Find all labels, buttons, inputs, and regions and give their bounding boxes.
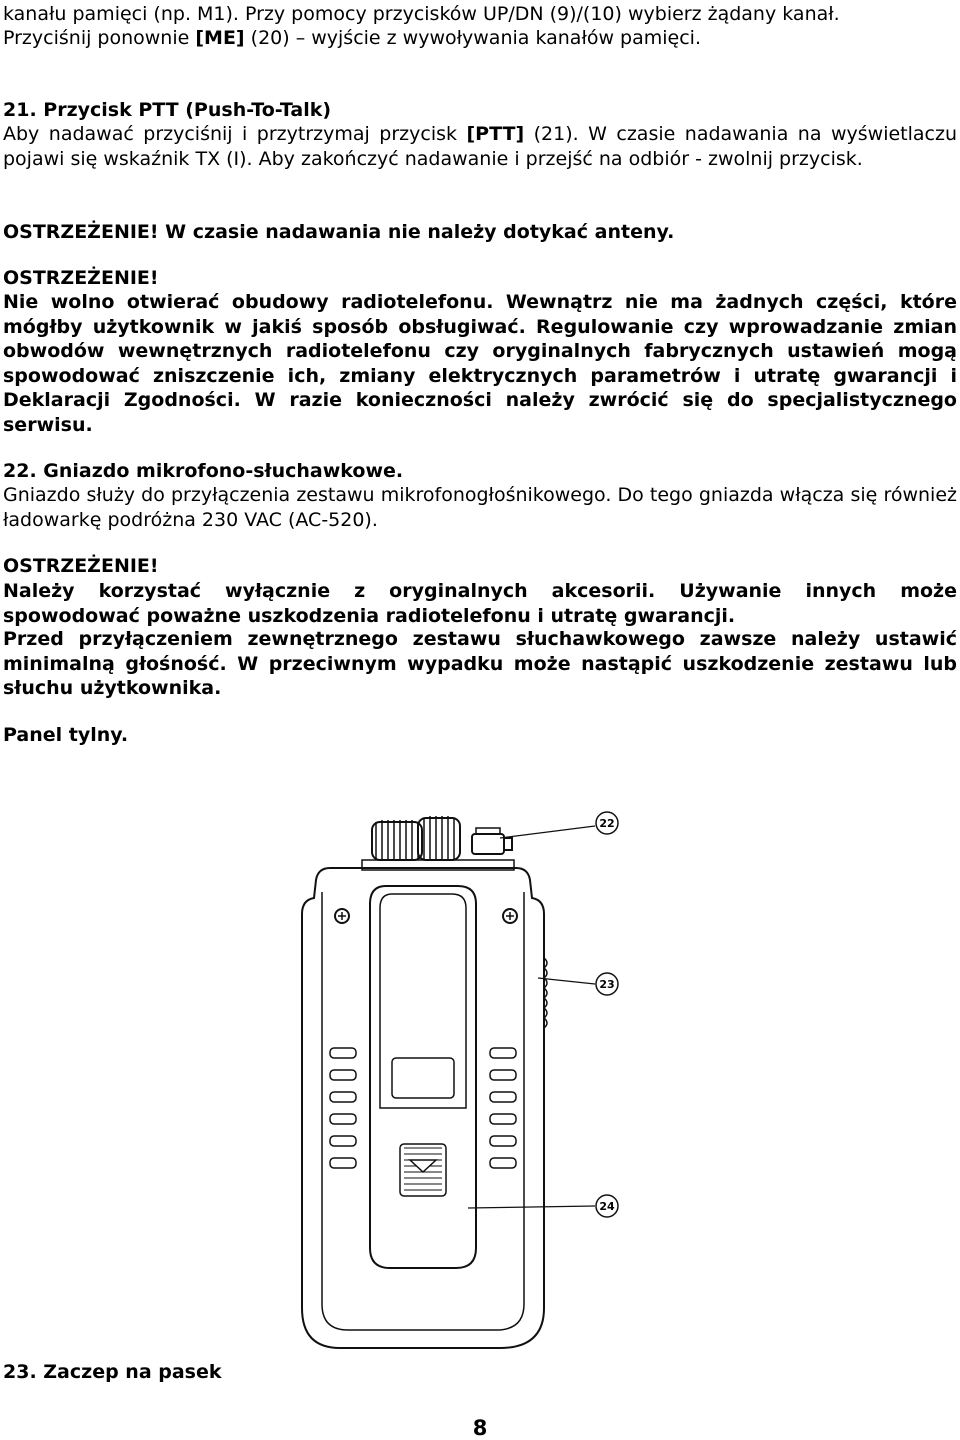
screw-left-icon xyxy=(335,909,349,923)
vent-slots-right xyxy=(490,1048,516,1168)
section-21-heading: 21. Przycisk PTT (Push-To-Talk) xyxy=(3,99,332,121)
callout-22 xyxy=(596,812,618,834)
rear-panel-diagram xyxy=(300,808,630,1360)
jack-socket-icon xyxy=(472,828,512,854)
warning-3-text-1: Należy korzystać wyłącznie z oryginalnych akcesorii. Używanie innych może spowodować poważne uszkodzenia radiotelefonu i utratę gwarancji. xyxy=(3,580,957,627)
callout-24 xyxy=(596,1195,618,1217)
callout-24-label: 24 xyxy=(599,1200,615,1213)
warning-1-label: OSTRZEŻENIE! xyxy=(3,221,159,243)
intro-line-2 xyxy=(3,26,957,51)
page-number: 8 xyxy=(472,1416,488,1440)
callout-22-label: 22 xyxy=(599,817,615,830)
panel-heading: Panel tylny. xyxy=(3,724,129,746)
warning-1-text: W czasie nadawania nie należy dotykać anteny. xyxy=(158,221,675,243)
section-21-text-b: (21). W czasie nadawania na wyświetlaczu pojawi się wskaźnik TX (I). Aby zakończyć nadawanie i przejść na odbiór - zwolnij przycisk. xyxy=(3,123,957,170)
right-knob-icon xyxy=(418,816,460,860)
belt-clip-icon xyxy=(370,886,476,1268)
vent-slots-left xyxy=(330,1048,356,1168)
callout-23 xyxy=(596,973,618,995)
section-22-text: Gniazdo służy do przyłączenia zestawu mikrofonogłośnikowego. Do tego gniazda włącza się również ładowarkę podróżna 230 VAC (AC-520). xyxy=(3,484,957,531)
intro-line-1 xyxy=(3,2,957,27)
caption-23: 23. Zaczep na pasek xyxy=(3,1361,222,1383)
callout-23-label: 23 xyxy=(599,978,615,991)
left-knob-icon xyxy=(372,820,422,860)
intro-line-2-c: (20) – wyjście z wywoływania kanałów pamięci. xyxy=(244,27,701,49)
section-22-heading: 22. Gniazdo mikrofono-słuchawkowe. xyxy=(3,460,404,482)
warning-2-text: Nie wolno otwierać obudowy radiotelefonu. Wewnątrz nie ma żadnych części, które mógłby użytkownik w jakiś sposób obsługiwać. Regulowanie czy wprowadzanie zmian obwodów wewnętrznych radiotelefonu czy oryginalnych fabrycznych ustawień mogą spowodować zniszczenie ich, zmiany elektrycznych parametrów i utratę gwarancji i Deklaracji Zgodności. W razie konieczności należy zwrócić się do specjalistycznego serwisu. xyxy=(3,291,957,436)
warning-3-label: OSTRZEŻENIE! xyxy=(3,555,159,577)
section-21-paragraph xyxy=(3,122,957,171)
warning-1 xyxy=(3,220,957,245)
warning-3-text-2: Przed przyłączeniem zewnętrznego zestawu słuchawkowego zawsze należy ustawić minimalną głośność. W przeciwnym wypadku może nastąpić uszkodzenie zestawu lub słuchu użytkownika. xyxy=(3,628,957,699)
warning-2-label: OSTRZEŻENIE! xyxy=(3,267,159,289)
intro-line-2-a: Przyciśnij ponownie xyxy=(3,27,196,49)
section-21-text-a: Aby nadawać przyciśnij i przytrzymaj przycisk xyxy=(3,123,467,145)
ptt-key-label: [PTT] xyxy=(466,123,525,145)
screw-right-icon xyxy=(503,909,517,923)
intro-line-1-text: kanału pamięci (np. M1). Przy pomocy przycisków UP/DN (9)/(10) wybierz żądany kanał. xyxy=(3,3,840,25)
me-key-label: [ME] xyxy=(195,27,245,49)
